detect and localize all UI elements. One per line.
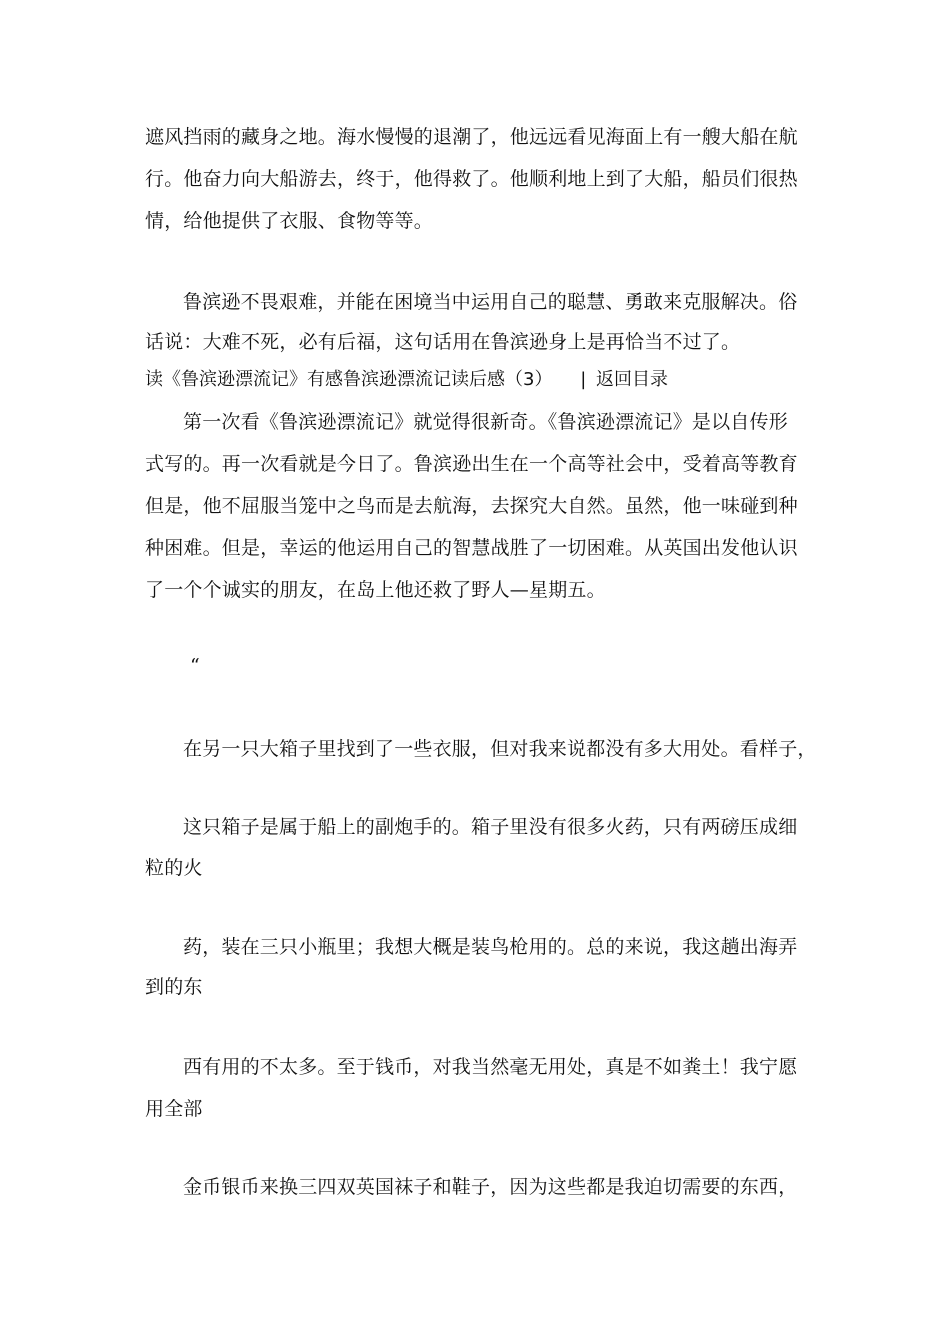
section-title-text: 读《鲁滨逊漂流记》有感鲁滨逊漂流记读后感（3） (145, 369, 553, 390)
quote-line-6: 西有用的不太多。至于钱币，对我当然毫无用处，真是不如粪土！我宁愿 (183, 1056, 798, 1078)
section-title (145, 368, 668, 392)
paragraph-3-line-5: 了一个个诚实的朋友，在岛上他还救了野人—星期五。 (145, 579, 606, 601)
return-to-toc-link[interactable]: 返回目录 (596, 369, 668, 390)
quote-line-7: 用全部 (145, 1098, 203, 1120)
quote-line-8: 金币银币来换三四双英国袜子和鞋子，因为这些都是我迫切需要的东西， (183, 1176, 798, 1198)
paragraph-1-line-1: 遮风挡雨的藏身之地。海水慢慢的退潮了，他远远看见海面上有一艘大船在航 (145, 126, 798, 148)
paragraph-3-line-1: 第一次看《鲁滨逊漂流记》就觉得很新奇。《鲁滨逊漂流记》是以自传形 (183, 411, 788, 433)
quote-line-4: 药，装在三只小瓶里；我想大概是装鸟枪用的。总的来说，我这趟出海弄 (183, 936, 798, 958)
paragraph-2-line-2: 话说：大难不死，必有后福，这句话用在鲁滨逊身上是再恰当不过了。 (145, 331, 741, 353)
paragraph-3-line-2: 式写的。再一次看就是今日了。鲁滨逊出生在一个高等社会中，受着高等教育 (145, 453, 798, 475)
quote-line-1: 在另一只大箱子里找到了一些衣服，但对我来说都没有多大用处。看样子， (183, 738, 817, 760)
quote-line-5: 到的东 (145, 976, 203, 998)
paragraph-2-line-1: 鲁滨逊不畏艰难，并能在困境当中运用自己的聪慧、勇敢来克服解决。俗 (183, 291, 798, 313)
paragraph-1-line-3: 情，给他提供了衣服、食物等等。 (145, 210, 434, 232)
quote-line-3: 粒的火 (145, 857, 203, 879)
quote-line-2: 这只箱子是属于船上的副炮手的。箱子里没有很多火药，只有两磅压成细 (183, 816, 798, 838)
paragraph-1-line-2: 行。他奋力向大船游去，终于，他得救了。他顺利地上到了大船，船员们很热 (145, 168, 798, 190)
title-separator: | (580, 369, 587, 390)
paragraph-3-line-4: 种困难。但是，幸运的他运用自己的智慧战胜了一切困难。从英国出发他认识 (145, 537, 798, 559)
quote-mark: “ (190, 655, 200, 677)
paragraph-3-line-3: 但是，他不屈服当笼中之鸟而是去航海，去探究大自然。虽然，他一味碰到种 (145, 495, 798, 517)
